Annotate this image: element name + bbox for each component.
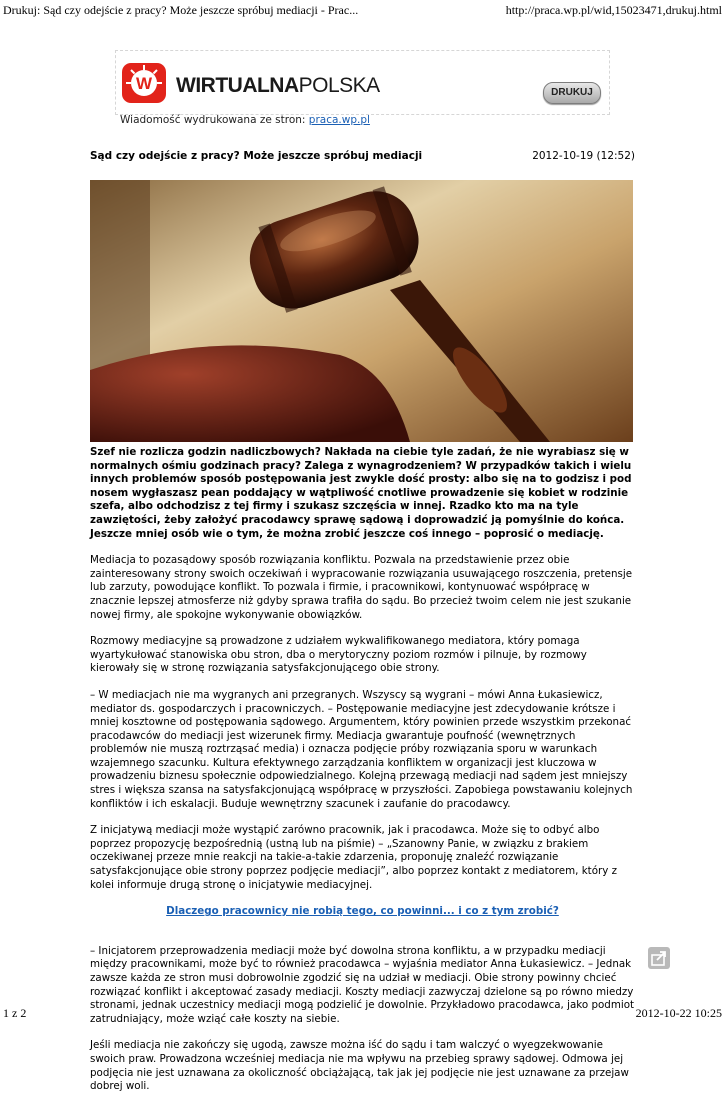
print-page-title: Drukuj: Sąd czy odejście z pracy? Może jeszcze spróbuj mediacji - Prac... — [3, 3, 359, 17]
related-article-link[interactable]: Dlaczego pracownicy nie robią tego, co powinni... i co z tym zrobić? — [166, 905, 559, 918]
article-title: Sąd czy odejście z pracy? Może jeszcze spróbuj mediacji — [90, 150, 423, 162]
print-page-count: 1 z 2 — [3, 1006, 27, 1020]
logo-wordmark — [176, 74, 380, 98]
print-url: http://praca.wp.pl/wid,15023471,drukuj.html — [505, 3, 722, 17]
related-article — [90, 905, 635, 919]
article-paragraph: Rozmowy mediacyjne są prowadzone z udziałem wykwalifikowanego mediatora, który pomaga wyartykułować stanowiska obu stron, dba o merytoryczny poziom rozmów i pilnuje, by rozmowy kierowały się w stronę rozwiązania satysfakcjonującego obie strony. — [90, 635, 587, 675]
share-icon[interactable] — [648, 947, 670, 969]
wp-logo-mark-icon — [122, 61, 170, 105]
print-footer — [0, 1006, 724, 1024]
article-date: 2012-10-19 (12:52) — [532, 150, 635, 162]
logo-word-bold: WIRTUALNA — [176, 74, 299, 97]
article-lead: Szef nie rozlicza godzin nadliczbowych? Nakłada na ciebie tyle zadań, że nie wyrabiasz się w normalnych ośmiu godzinach pracy? Zalega z wynagrodzeniem? W przypadków takich i wielu innych problemów sposób postępowania jest zwykle dość prosty: albo się na to godzisz i pod nosem wygłaszasz pean poddający w wątpliwość cnotliwe prowadzenie się kobiet w rodzinie szefa, albo odchodzisz z tej firmy i szukasz szczęścia w innej. Rzadko kto ma na tyle zawziętości, żeby założyć pracodawcy sprawę sądową i doprowadzić ją pomyślnie do końca. Jeszcze mniej osób wie o tym, że można zrobić jeszcze coś innego – poprosić o mediację. — [90, 446, 632, 540]
wirtualna-polska-logo[interactable] — [122, 61, 380, 105]
banner — [115, 50, 610, 115]
source-label: Wiadomość wydrukowana ze stron: — [120, 114, 306, 126]
article-paragraph: Z inicjatywą mediacji może wystąpić zarówno pracownik, jak i pracodawca. Może się to odbyć albo poprzez propozycję bezpośrednią (ustną lub na piśmie) – „Szanowny Panie, w związku z brakiem oczekiwanej przeze mnie reakcji na takie-a-takie zdarzenia, proponuję znaleźć rozwiązanie satysfakcjonujące obie strony poprzez podjęcie mediacji”, albo poprzez kontakt z mediatorem, który z kolei informuje drugą stronę o inicjatywie mediacyjnej. — [90, 824, 618, 891]
article-paragraph: – Inicjatorem przeprowadzenia mediacji może być dowolna strona konfliktu, a w przypadku mediacji między pracownikami, może być to również pracodawca – wyjaśnia mediator Anna Łukasiewicz. – Jednak zawsze każda ze stron musi dobrowolnie zgodzić się na udział w mediacji. Obie strony powinny chcieć rozwiązać konflikt i akceptować zasady mediacji. Koszty mediacji zazwyczaj dzielone są po równo miedzy stronami, jednak uczestnicy mediacji mogą podzielić je dowolnie. Przykładowo pracodawca, jako podmiot zatrudniający, może wziąć całe koszty na siebie. — [90, 944, 635, 1025]
print-header — [0, 0, 724, 20]
article-photo-gavel — [90, 180, 633, 442]
print-button[interactable]: DRUKUJ — [543, 82, 601, 104]
logo-word-light: POLSKA — [298, 74, 380, 97]
logo-mark-letter: W — [135, 74, 153, 93]
article-paragraph: – W mediacjach nie ma wygranych ani przegranych. Wszyscy są wygrani – mówi Anna Łukasiewicz, mediator ds. gospodarczych i pracowniczych. – Postępowanie mediacyjne jest zdecydowanie krótsze i mniej kosztowne od postępowania sądowego. Argumentem, który powinien przede wszystkim przekonać pracodawców do mediacji jest wizerunek firmy. Mediacja gwarantuje poufność (wewnętrznych problemów nie muszą roztrząsać media) i oznacza podjęcie próby rozwiązania sporu w warunkach wzajemnego szacunku. Kultura efektywnego zarządzania konfliktem w organizacji jest kluczowa w prowadzeniu biznesu społecznie odpowiedzialnego. Kolejną przewagą mediacji nad sądem jest mniejszy stres i większa szansa na satysfakcjonującą współpracę w przyszłości. Zapobiega powstawaniu kolejnych konfliktów i ich eskalacji. Buduje wewnętrzny szacunek i zaufanie do pracodawcy. — [90, 688, 633, 810]
source-link[interactable]: praca.wp.pl — [308, 114, 370, 126]
article-paragraph: Mediacja to pozasądowy sposób rozwiązania konfliktu. Pozwala na przedstawienie przez obie zainteresowany strony swoich oczekiwań i wypracowanie rozwiązania usuwającego roszczenia, pretensje lub zarzuty, powodujące konflikt. To pozwala i firmie, i pracownikowi, kontynuować współpracę w znacznie lepszej atmosferze niż gdyby sprawa trafiła do sądu. Bo przecież twoim celem nie jest szukanie nowej firmy, ale spokojne wykonywanie obowiązków. — [90, 554, 633, 621]
source-line — [120, 114, 370, 126]
print-timestamp: 2012-10-22 10:25 — [635, 1006, 722, 1020]
article-paragraph: Jeśli mediacja nie zakończy się ugodą, zawsze można iść do sądu i tam walczyć o wyegzekwowanie swoich praw. Prowadzona wcześniej mediacja nie ma wpływu na przebieg sprawy sądowej. Odmowa jej podjęcia nie jest uznawana za okoliczność obciążającą, tak jak jej podjęcie nie jest uznawane za przejaw dobrej woli. — [90, 1039, 629, 1093]
